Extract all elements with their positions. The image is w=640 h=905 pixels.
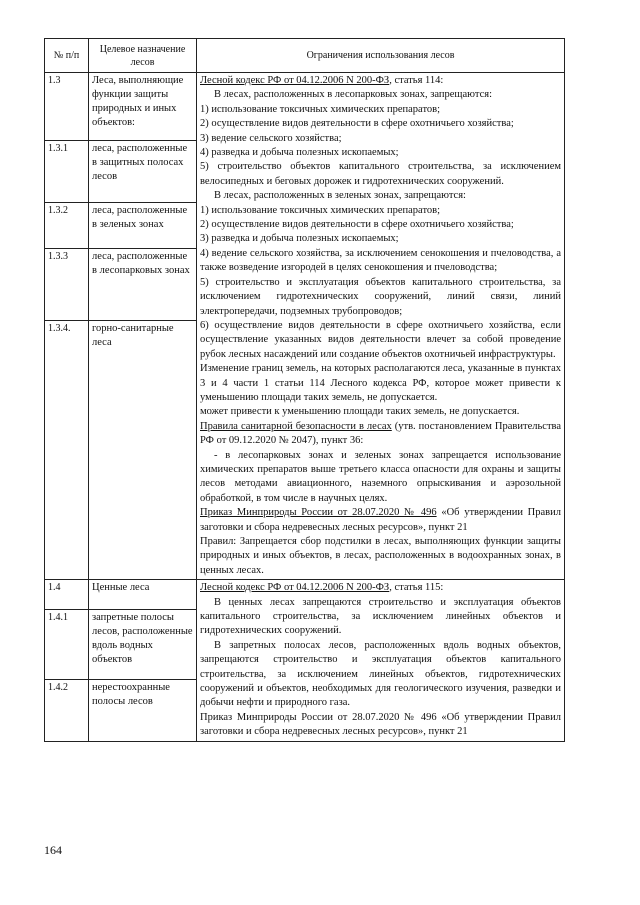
restriction-item: 5) строительство объектов капитального строительства, за исключением велосипедных и беговых дорожек и гидротехнических сооружений.: [200, 161, 561, 187]
header-purpose: Целевое назначение лесов: [89, 39, 197, 73]
table-row: [45, 580, 565, 610]
restriction-item: 6) осуществление видов деятельности в сфере охотничьего хозяйства, если осуществление указанных видов деятельности влечет за собой проведение рубок лесных насаждений или создание объектов охотничьей инфраструктуры.: [200, 319, 561, 360]
row-num: 1.4: [45, 580, 89, 610]
table-header-row: [45, 39, 565, 73]
order-496-link[interactable]: Приказ Минприроды России от 28.07.2020 № 496: [200, 507, 437, 519]
restriction-paragraph: Приказ Минприроды России от 28.07.2020 № 496 «Об утверждении Правил заготовки и сбора недревесных лесных ресурсов», пункт 21: [200, 711, 561, 738]
restriction-paragraph: В лесах, расположенных в лесопарковых зонах, запрещаются:: [214, 89, 492, 101]
restriction-item: 3) ведение сельского хозяйства;: [200, 132, 342, 144]
restriction-item: 2) осуществление видов деятельности в сфере охотничьего хозяйства;: [200, 219, 514, 231]
row-purpose: леса, расположенные в зеленых зонах: [89, 203, 197, 249]
restriction-item: 1) использование токсичных химических препаратов;: [200, 204, 441, 216]
restrictions-cell-valuable: Лесной кодекс РФ от 04.12.2006 N 200-ФЗ, статья 115: В ценных лесах запрещаются строительство и эксплуатация объектов капитального строительства, за исключением линейных объектов и гидротехнических сооружений. В запретных полосах лесов, расположенных вдоль водных объектов, запрещаются строительство и эксплуатация объектов капитального строительства, за исключением линейных объектов, гидротехнических сооружений и объектов, необходимых для геологического изучения, разведки и добычи нефти и природного газа. Приказ Минприроды России от 28.07.2020 № 496 «Об утверждении Правил заготовки и сбора недревесных лесных ресурсов», пункт 21: [197, 580, 565, 741]
page-number: 164: [44, 843, 62, 857]
row-num: 1.3.1: [45, 141, 89, 203]
restriction-paragraph: В лесах, расположенных в зеленых зонах, запрещаются:: [214, 190, 466, 202]
restriction-item: 2) осуществление видов деятельности в сфере охотничьего хозяйства;: [200, 118, 514, 130]
row-purpose: запретные полосы лесов, расположенные вдоль водных объектов: [89, 610, 197, 680]
restriction-paragraph: Правил: Запрещается сбор подстилки в лесах, выполняющих функции защиты природных и иных объектов, в лесах, расположенных в водоохранных зонах, в ценных лесах.: [200, 536, 561, 576]
restriction-item: 4) ведение сельского хозяйства, за исключением сенокошения и пчеловодства, а также возведение изгородей в целях сенокошения и пчеловодства;: [200, 247, 561, 274]
header-restrictions: Ограничения использования лесов: [197, 39, 565, 73]
restrictions-cell-protective: Лесной кодекс РФ от 04.12.2006 N 200-ФЗ, статья 114: В лесах, расположенных в лесопарковых зонах, запрещаются: 1) использование токсичных химических препаратов; 2) осуществление видов деятельности в сфере охотничьего хозяйства; 3) ведение сельского хозяйства; 4) разведка и добыча полезных ископаемых; 5) строительство объектов капитального строительства, за исключением велосипедных и беговых дорожек и гидротехнических сооружений. В лесах, расположенных в зеленых зонах, запрещаются: 1) использование токсичных химических препаратов; 2) осуществление видов деятельности в сфере охотничьего хозяйства; 3) разведка и добыча полезных ископаемых; 4) ведение сельского хозяйства, за исключением сенокошения и пчеловодства, а также возведение изгородей в целях сенокошения и пчеловодства; 5) строительство и эксплуатация объектов капитального строительства, за исключением гидротехнических сооружений, линий связи, линий электропередачи, подземных трубопроводов; 6) осуществление видов деятельности в сфере охотничьего хозяйства, если осуществление указанных видов деятельности влечет за собой проведение рубок лесных насаждений или создание объектов охотничьей инфраструктуры. Изменение границ земель, на которых располагаются леса, указанные в пунктах 3 и 4 части 1 статьи 114 Лесного кодекса РФ, которое может привести к уменьшению площади таких земель, не допускается. может привести к уменьшению площади таких земель, не допускается. Правила санитарной безопасности в лесах (утв. постановлением Правительства РФ от 09.12.2020 № 2047), пункт 36: - в лесопарковых зонах и зеленых зонах запрещается использование химических препаратов выше третьего класса опасности для охраны и защиты лесов методами авиационного, наземного опрыскивания и аэрозольной обработкой, в том числе в научных целях. Приказ Минприроды России от 28.07.2020 № 496 «Об утверждении Правил заготовки и сбора недревесных лесных ресурсов», пункт 21 Правил: Запрещается сбор подстилки в лесах, выполняющих функции защиты природных и иных объектов, в лесах, расположенных в водоохранных зонах, в ценных лесах.: [197, 73, 565, 580]
restriction-item: 4) разведка и добыча полезных ископаемых;: [200, 147, 399, 159]
header-num: № п/п: [45, 39, 89, 73]
restriction-paragraph: - в лесопарковых зонах и зеленых зонах запрещается использование химических препаратов выше третьего класса опасности для охраны и защиты лесов методами авиационного, наземного опрыскивания и аэрозольной обработкой, в том числе в научных целях.: [200, 449, 561, 504]
row-num: 1.3.4.: [45, 321, 89, 580]
forest-restrictions-table: [44, 38, 565, 742]
row-purpose: Леса, выполняющие функции защиты природных и иных объектов:: [89, 73, 197, 141]
law-link-article-115[interactable]: Лесной кодекс РФ от 04.12.2006 N 200-ФЗ: [200, 582, 390, 594]
row-purpose: горно-санитарные леса: [89, 321, 197, 580]
row-num: 1.3.2: [45, 203, 89, 249]
row-purpose: леса, расположенные в защитных полосах лесов: [89, 141, 197, 203]
row-purpose: леса, расположенные в лесопарковых зонах: [89, 249, 197, 321]
restriction-paragraph: Изменение границ земель, на которых располагаются леса, указанные в пунктах 3 и 4 части 1 статьи 114 Лесного кодекса РФ, которое может привести к уменьшению площади таких земель, не допускается.: [200, 363, 561, 403]
law-link-article-114[interactable]: Лесной кодекс РФ от 04.12.2006 N 200-ФЗ: [200, 75, 390, 86]
restriction-paragraph: В ценных лесах запрещаются строительство и эксплуатация объектов капитального строительства, за исключением линейных объектов и гидротехнических сооружений.: [200, 596, 561, 637]
row-num: 1.3: [45, 73, 89, 141]
restriction-item: 1) использование токсичных химических препаратов;: [200, 103, 441, 115]
table-row: [45, 73, 565, 141]
sanitary-rules-link[interactable]: Правила санитарной безопасности в лесах: [200, 420, 392, 432]
restriction-item: 5) строительство и эксплуатация объектов капитального строительства, за исключением гидротехнических сооружений, линий связи, линий электропередачи, подземных трубопроводов;: [200, 276, 561, 317]
row-purpose: нерестоохранные полосы лесов: [89, 680, 197, 741]
restriction-paragraph: В запретных полосах лесов, расположенных вдоль водных объектов, запрещаются строительство и эксплуатация объектов капитального строительства, за исключением линейных объектов, гидротехнических сооружений и объектов, необходимых для геологического изучения, разведки и добычи нефти и природного газа.: [200, 639, 561, 709]
restriction-paragraph: может привести к уменьшению площади таких земель, не допускается.: [200, 406, 520, 418]
restriction-item: 3) разведка и добыча полезных ископаемых;: [200, 233, 399, 245]
row-num: 1.4.1: [45, 610, 89, 680]
row-num: 1.4.2: [45, 680, 89, 741]
row-num: 1.3.3: [45, 249, 89, 321]
row-purpose: Ценные леса: [89, 580, 197, 610]
